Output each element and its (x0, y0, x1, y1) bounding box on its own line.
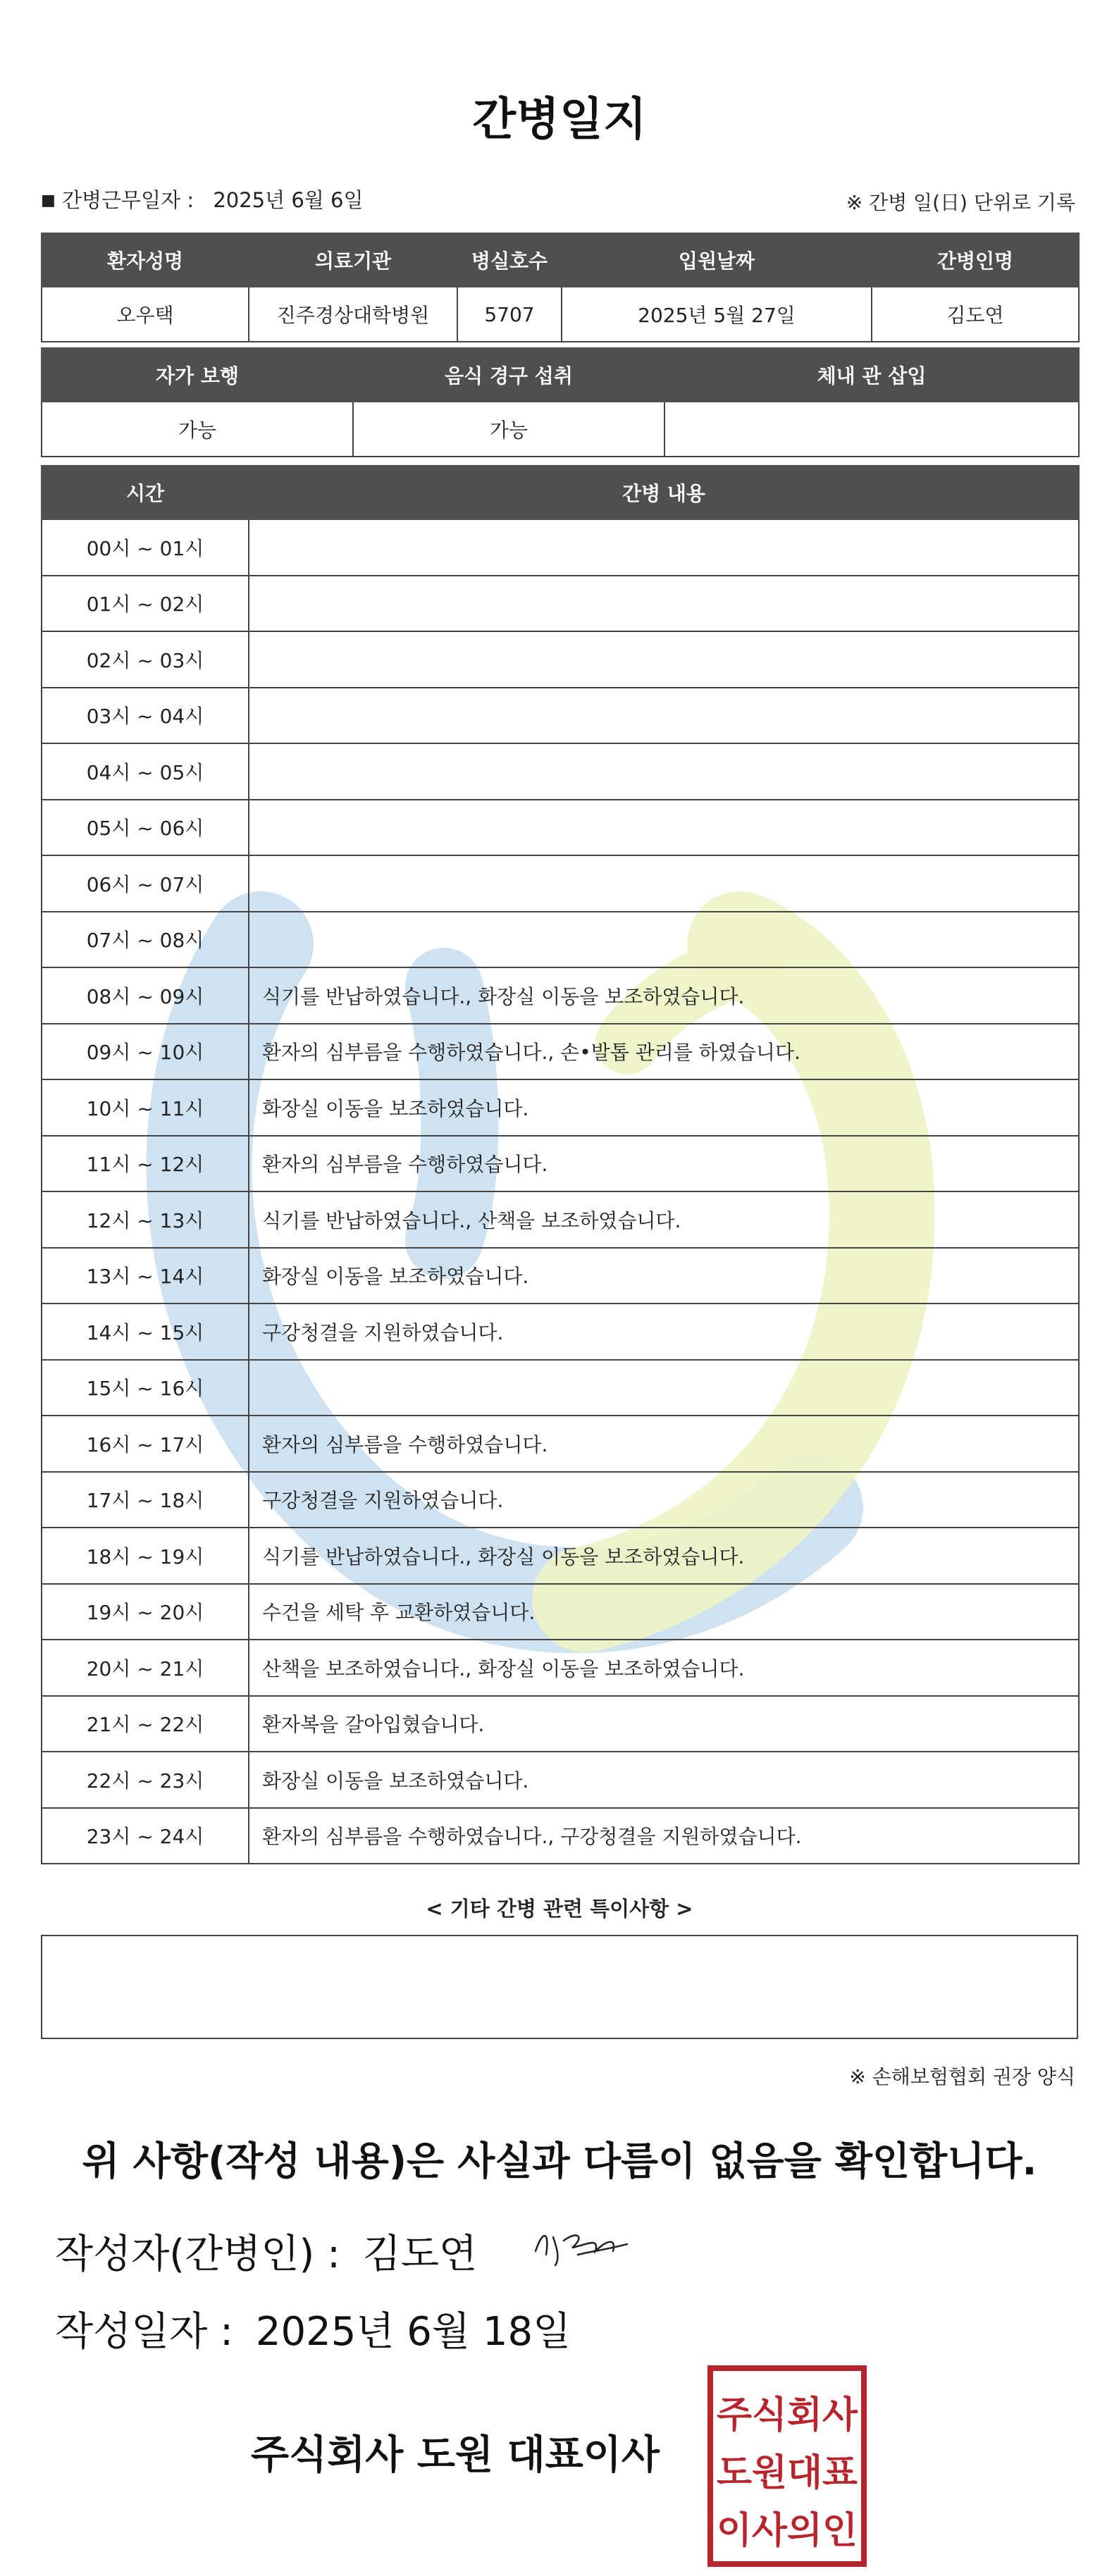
log-content-cell: 환자의 심부름을 수행하였습니다., 손•발톱 관리를 하였습니다. (249, 1024, 1079, 1080)
header-admission-date: 입원날짜 (562, 233, 872, 287)
log-row (42, 1136, 1079, 1192)
log-time-cell: 18시 ~ 19시 (42, 1528, 249, 1584)
admission-date: 2025년 5월 27일 (562, 287, 872, 342)
header-walking: 자가 보행 (42, 348, 353, 402)
oral-intake-value: 가능 (353, 402, 664, 457)
header-care-content: 간병 내용 (249, 466, 1079, 519)
log-row (42, 800, 1079, 856)
log-row (42, 967, 1079, 1024)
header-caregiver: 간병인명 (872, 233, 1079, 287)
log-time-cell: 12시 ~ 13시 (42, 1191, 249, 1248)
log-row (42, 1752, 1079, 1808)
log-content-cell: 식기를 반납하였습니다., 화장실 이동을 보조하였습니다. (249, 1528, 1079, 1584)
header-patient-name: 환자성명 (42, 233, 249, 287)
log-time-cell: 01시 ~ 02시 (42, 576, 249, 632)
square-bullet-icon: ■ (41, 192, 56, 209)
log-content-cell (249, 1360, 1079, 1416)
log-time-cell: 02시 ~ 03시 (42, 631, 249, 688)
log-time-cell: 20시 ~ 21시 (42, 1640, 249, 1696)
header-hospital: 의료기관 (249, 233, 457, 287)
header-oral-intake: 음식 경구 섭취 (353, 348, 664, 402)
log-content-cell (249, 576, 1079, 632)
log-time-cell: 13시 ~ 14시 (42, 1248, 249, 1304)
log-content-cell: 산책을 보조하였습니다., 화장실 이동을 보조하였습니다. (249, 1640, 1079, 1696)
ability-header-row (42, 348, 1079, 402)
log-content-cell: 화장실 이동을 보조하였습니다. (249, 1079, 1079, 1136)
care-log-table (41, 465, 1080, 1864)
log-content-cell: 화장실 이동을 보조하였습니다. (249, 1752, 1079, 1808)
log-row (42, 1472, 1079, 1528)
writer-label: 작성자(간병인) : (55, 2231, 340, 2277)
log-time-cell: 17시 ~ 18시 (42, 1472, 249, 1528)
log-time-cell: 15시 ~ 16시 (42, 1360, 249, 1416)
caregiver-name: 김도연 (872, 287, 1079, 342)
writer-row (55, 2223, 477, 2279)
writer-name: 김도연 (362, 2231, 478, 2277)
svg-text:이사의인: 이사의인 (717, 2510, 858, 2552)
header-tube: 체내 관 삽입 (664, 348, 1079, 402)
log-row (42, 1360, 1079, 1416)
log-row (42, 631, 1079, 688)
company-seal-icon (706, 2364, 868, 2568)
ability-value-row (42, 402, 1079, 457)
svg-text:주식회사: 주식회사 (717, 2394, 858, 2436)
company-ceo: 주식회사 도원 대표이사 (251, 2432, 660, 2478)
log-row (42, 1808, 1079, 1864)
log-content-cell: 식기를 반납하였습니다., 화장실 이동을 보조하였습니다. (249, 967, 1079, 1024)
patient-name: 오우택 (42, 287, 249, 342)
log-row (42, 912, 1079, 968)
log-content-cell: 환자의 심부름을 수행하였습니다. (249, 1416, 1079, 1472)
work-date-label: 간병근무일자 : (62, 188, 194, 212)
log-time-cell: 00시 ~ 01시 (42, 519, 249, 576)
log-content-cell: 구강청결을 지원하였습니다. (249, 1472, 1079, 1528)
log-row (42, 576, 1079, 632)
log-time-cell: 06시 ~ 07시 (42, 855, 249, 912)
log-content-cell (249, 743, 1079, 800)
ability-table (41, 347, 1080, 457)
log-time-cell: 05시 ~ 06시 (42, 800, 249, 856)
patient-value-row (42, 287, 1079, 342)
log-content-cell (249, 519, 1079, 576)
written-date-value: 2025년 6월 18일 (255, 2309, 571, 2355)
log-content-cell: 환자의 심부름을 수행하였습니다., 구강청결을 지원하였습니다. (249, 1808, 1079, 1864)
log-row (42, 1248, 1079, 1304)
special-notes-title: < 기타 간병 관련 특이사항 > (426, 1897, 693, 1921)
log-row (42, 1640, 1079, 1696)
log-content-cell (249, 631, 1079, 688)
log-content-cell (249, 688, 1079, 744)
page-title: 간병일지 (472, 94, 647, 146)
log-time-cell: 22시 ~ 23시 (42, 1752, 249, 1808)
log-row (42, 1416, 1079, 1472)
log-time-cell: 16시 ~ 17시 (42, 1416, 249, 1472)
room-number: 5707 (457, 287, 562, 342)
log-content-cell: 식기를 반납하였습니다., 산책을 보조하였습니다. (249, 1191, 1079, 1248)
log-time-cell: 09시 ~ 10시 (42, 1024, 249, 1080)
log-time-cell: 23시 ~ 24시 (42, 1808, 249, 1864)
walking-value: 가능 (42, 402, 353, 457)
log-time-cell: 10시 ~ 11시 (42, 1079, 249, 1136)
log-content-cell: 환자복을 갈아입혔습니다. (249, 1696, 1079, 1752)
log-content-cell (249, 855, 1079, 912)
work-date (41, 185, 364, 213)
svg-text:도원대표: 도원대표 (717, 2452, 858, 2494)
log-content-cell: 환자의 심부름을 수행하였습니다. (249, 1136, 1079, 1192)
confirmation-statement: 위 사항(작성 내용)은 사실과 다름이 없음을 확인합니다. (82, 2138, 1037, 2184)
log-row (42, 1191, 1079, 1248)
tube-value (664, 402, 1079, 457)
log-content-cell: 구강청결을 지원하였습니다. (249, 1304, 1079, 1360)
record-note: ※ 간병 일(日) 단위로 기록 (846, 191, 1075, 214)
log-time-cell: 19시 ~ 20시 (42, 1584, 249, 1640)
log-time-cell: 14시 ~ 15시 (42, 1304, 249, 1360)
log-row (42, 1024, 1079, 1080)
special-notes-box (41, 1935, 1078, 2039)
form-note: ※ 손해보험협회 권장 양식 (849, 2065, 1075, 2088)
log-header-row (42, 466, 1079, 519)
log-time-cell: 21시 ~ 22시 (42, 1696, 249, 1752)
written-date-label: 작성일자 : (55, 2309, 234, 2355)
log-content-cell: 수건을 세탁 후 교환하였습니다. (249, 1584, 1079, 1640)
log-row (42, 855, 1079, 912)
log-row (42, 1696, 1079, 1752)
log-content-cell: 화장실 이동을 보조하였습니다. (249, 1248, 1079, 1304)
hospital-name: 진주경상대학병원 (249, 287, 457, 342)
log-time-cell: 07시 ~ 08시 (42, 912, 249, 968)
log-row (42, 743, 1079, 800)
log-content-cell (249, 800, 1079, 856)
header-room: 병실호수 (457, 233, 562, 287)
handwritten-signature (528, 2216, 641, 2272)
written-date-row (55, 2301, 571, 2357)
log-row (42, 1079, 1079, 1136)
patient-header-row (42, 233, 1079, 287)
header-time: 시간 (42, 466, 249, 519)
log-row (42, 1584, 1079, 1640)
log-content-cell (249, 912, 1079, 968)
log-row (42, 1304, 1079, 1360)
work-date-value: 2025년 6월 6일 (213, 188, 364, 212)
patient-info-table (41, 233, 1080, 342)
log-time-cell: 03시 ~ 04시 (42, 688, 249, 744)
log-time-cell: 04시 ~ 05시 (42, 743, 249, 800)
log-row (42, 519, 1079, 576)
log-row (42, 688, 1079, 744)
log-row (42, 1528, 1079, 1584)
log-time-cell: 11시 ~ 12시 (42, 1136, 249, 1192)
log-time-cell: 08시 ~ 09시 (42, 967, 249, 1024)
